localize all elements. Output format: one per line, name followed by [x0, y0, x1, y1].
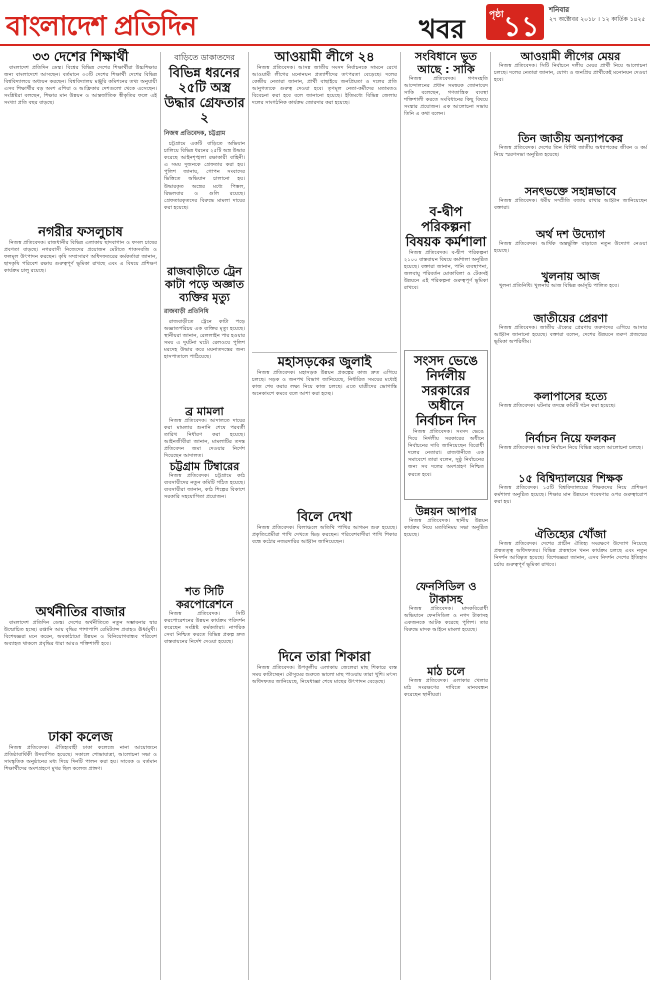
headline: শত সিটি করপোরেশনে	[176, 585, 233, 611]
headline: দিনে তারা শিকারা	[278, 650, 371, 665]
article-body: নিজস্ব প্রতিবেদক। মহাসড়ক উন্নয়ন প্রকল্পের কাজ দ্রুত এগিয়ে চলছে। সড়ক ও জনপথ বিভাগ জানিয়েছে, নির্ধারিত সময়ের মধ্যেই কাজ শেষ করার লক্ষ্য নিয়ে কাজ চলছে। এতে যাত্রীদের ভোগান্তি অনেকাংশে কমবে বলে আশা করা হচ্ছে।	[252, 370, 397, 398]
headline: ঢাকা কলেজ	[48, 730, 113, 745]
byline: রাজবাড়ী প্রতিনিধি	[164, 308, 209, 315]
article-harmony	[494, 185, 647, 225]
headline: চট্টগ্রাম টিম্বারের	[169, 460, 240, 473]
article-train-accident	[164, 265, 245, 395]
headline: উন্নয়ন আপার	[415, 505, 477, 518]
article-body: বাংলাদেশ প্রতিদিন ডেস্ক। দেশের অর্থনীতিতে নতুন সম্ভাবনার দ্বার উন্মোচিত হচ্ছে। রপ্তানি আয় বৃদ্ধির পাশাপাশি রেমিট্যান্স প্রবাহও ঊর্ধ্বমুখী। বিশেষজ্ঞরা মনে করেন, অবকাঠামো উন্নয়ন ও বিনিয়োগবান্ধব পরিবেশ অব্যাহত থাকলে প্রবৃদ্ধির ধারা আরও শক্তিশালী হবে।	[4, 620, 157, 648]
kicker: বাড়িতে ডাকাতদের	[174, 53, 235, 62]
article-finance	[494, 228, 647, 266]
article-body: নিজস্ব প্রতিবেদক। চট্টগ্রামে কাঠ ব্যবসায়ীদের নতুন কমিটি গঠিত হয়েছে। ব্যবসায়ীরা জানান, কাঠ শিল্পের বিকাশে সরকারি সহযোগিতা প্রয়োজন।	[164, 473, 245, 501]
article-inspiration	[494, 312, 647, 387]
article-khulna	[494, 270, 647, 308]
issue-day: শনিবার	[549, 6, 570, 14]
article-economy	[4, 605, 157, 715]
article-body: নিজস্ব প্রতিবেদক। ১৫টি বিশ্ববিদ্যালয়ের শিক্ষকদের নিয়ে প্রশিক্ষণ কর্মশালা অনুষ্ঠিত হয়েছে। শিক্ষার মান উন্নয়নে গবেষণার ওপর গুরুত্বারোপ করা হয়।	[494, 485, 647, 506]
headline: জাতীয়ের প্রেরণা	[533, 312, 608, 325]
article-highway	[252, 355, 397, 505]
headline: ৩৩ দেশের শিক্ষার্থী	[32, 50, 129, 65]
page-number: ১১	[503, 10, 540, 43]
article-body: নিজস্ব প্রতিবেদক। আদালতে দায়ের করা মামলার শুনানি শেষে পরবর্তী তারিখ নির্ধারণ করা হয়েছে। আইনজীবীরা জানান, মামলাটির তদন্ত প্রতিবেদন জমা দেওয়ার নির্দেশ দিয়েছেন আদালত।	[164, 418, 245, 460]
headline: মহাসড়কের জুলাই	[277, 355, 372, 370]
headline: কলাপাসের হত্যে	[534, 390, 607, 403]
article-body: নিজস্ব প্রতিবেদক। ধর্মীয় সম্প্রীতি বজায় রাখার আহ্বান জানিয়েছেন বক্তারা।	[494, 198, 647, 212]
article-timber	[164, 460, 245, 580]
article-body: নিজস্ব প্রতিবেদক। মাদকবিরোধী অভিযানে ফেনসিডিল ও নগদ টাকাসহ একজনকে আটক করেছে পুলিশ। তার বিরুদ্ধে মাদক আইনে মামলা হয়েছে।	[404, 606, 488, 634]
article-body: নিজস্ব প্রতিবেদক। সিটি নির্বাচনে দলীয় মেয়র প্রার্থী নিয়ে আলোচনা চলছে। দলের নেতারা জানান, যোগ্য ও জনপ্রিয় প্রার্থীকেই মনোনয়ন দেওয়া হবে।	[494, 63, 647, 84]
article-body: নিজস্ব প্রতিবেদক। ব-দ্বীপ পরিকল্পনা ২১০০ বাস্তবায়ন বিষয়ে কর্মশালা অনুষ্ঠিত হয়েছে। বক্তারা জানান, পানি ব্যবস্থাপনা, জলবায়ু পরিবর্তন মোকাবিলা ও টেকসই উন্নয়নে এই পরিকল্পনা গুরুত্বপূর্ণ ভূমিকা রাখবে।	[404, 250, 488, 292]
article-body: নিজস্ব প্রতিবেদক। আর্থিক অন্তর্ভুক্তি বাড়াতে নতুন উদ্যোগ নেওয়া হয়েছে।	[494, 241, 647, 255]
article-body: খুলনা প্রতিনিধি। খুলনায় আজ বিভিন্ন কর্মসূচি পালিত হবে।	[499, 283, 619, 289]
headline: ঐতিহ্যের খোঁজা	[534, 528, 607, 541]
article-body: চট্টগ্রামে একটি বাড়িতে অভিযান চালিয়ে বিভিন্ন ধরনের ২৫টি অস্ত্র উদ্ধার করেছে আইনশৃঙ্খলা রক্ষাকারী বাহিনী। এ সময় দুজনকে গ্রেফতার করা হয়। পুলিশ জানায়, গোপন সংবাদের ভিত্তিতে অভিযান চালানো হয়। উদ্ধারকৃত অস্ত্রের মধ্যে পিস্তল, রিভলবার ও গুলি রয়েছে। গ্রেফতারকৃতদের বিরুদ্ধে মামলা দায়ের করা হয়েছে।	[164, 141, 245, 211]
article-body: রাজবাড়ীতে ট্রেনে কাটা পড়ে অজ্ঞাতপরিচয় এক ব্যক্তির মৃত্যু হয়েছে। স্থানীয়রা জানান, রেললাইন পার হওয়ার সময় এ দুর্ঘটনা ঘটে। রেলওয়ে পুলিশ মরদেহ উদ্ধার করে ময়নাতদন্তের জন্য হাসপাতালে পাঠিয়েছে।	[164, 319, 245, 361]
issue-date	[549, 6, 647, 24]
article-arms-recovery	[164, 52, 245, 262]
article-body: বাংলাদেশ প্রতিদিন ডেস্ক। বিশ্বের বিভিন্ন দেশের শিক্ষার্থীরা উচ্চশিক্ষার জন্য বাংলাদেশে আসছেন। বর্তমানে ৩৩টি দেশের শিক্ষার্থী দেশের বিভিন্ন বিশ্ববিদ্যালয়ে অধ্যয়ন করছেন। বিশ্ববিদ্যালয় মঞ্জুরি কমিশনের তথ্য অনুযায়ী এসব শিক্ষার্থীর বড় অংশ এশিয়া ও আফ্রিকার দেশগুলো থেকে এসেছেন। সংশ্লিষ্টরা বলছেন, শিক্ষার মান উন্নয়ন ও আন্তর্জাতিক স্বীকৃতির ফলে এই সংখ্যা প্রতি বছর বাড়ছে।	[4, 65, 157, 107]
article-body: নিজস্ব প্রতিবেদক। ঐতিহ্যবাহী ঢাকা কলেজে নানা আয়োজনে প্রতিষ্ঠাবার্ষিকী উদযাপিত হয়েছে। সকালে শোভাযাত্রা, আলোচনা সভা ও সাংস্কৃতিক অনুষ্ঠানের মধ্য দিয়ে দিনটি পালন করা হয়। সাবেক ও বর্তমান শিক্ষার্থীদের অংশগ্রহণে মুখর ছিল কলেজ প্রাঙ্গণ।	[4, 745, 157, 773]
headline: আওয়ামী লীগের মেয়র	[520, 50, 621, 63]
article-phensedyl	[404, 580, 488, 660]
article-body: নিজস্ব প্রতিবেদক। রাজধানীর বিভিন্ন এলাকায় ছাদবাগান ও ফসল চাষের প্রবণতা বাড়ছে। নগরবাসী নিজেদের প্রয়োজন মেটাতে শাকসবজি ও ফলমূল উৎপাদন করছেন। কৃষি সম্প্রসারণ অধিদফতরের কর্মকর্তারা জানান, ছাদকৃষি পরিবেশ রক্ষায় গুরুত্বপূর্ণ ভূমিকা রাখছে এবং এ বিষয়ে প্রশিক্ষণ কার্যক্রম চালু রয়েছে।	[4, 240, 157, 275]
headline: তিন জাতীয় অন্যাপকের	[518, 132, 623, 145]
article-case	[164, 405, 245, 460]
article-body: নিজস্ব প্রতিবেদক। উপকূলীয় এলাকায় জেলেরা মাছ শিকারে ব্যস্ত সময় কাটাচ্ছেন। মৌসুমের শুরুতে ভালো মাছ পাওয়ায় তারা খুশি। মৎস্য অধিদফতর জানিয়েছে, নিষেধাজ্ঞা শেষে মাছের উৎপাদন বেড়েছে।	[252, 665, 397, 686]
article-mayor	[494, 50, 647, 130]
page-number-badge	[486, 4, 544, 43]
article-body: নিজস্ব প্রতিবেদক। ঘটনার তদন্তে কমিটি গঠন করা হয়েছে।	[499, 403, 616, 409]
section-divider	[252, 352, 397, 353]
article-body: নিজস্ব প্রতিবেদক। এলাকার খেলার মাঠ সংরক্ষণের দাবিতে মানববন্ধন করেছেন স্থানীয়রা।	[404, 678, 488, 699]
newspaper-logo: বাংলাদেশ প্রতিদিন	[6, 11, 196, 42]
column-rule	[160, 52, 161, 980]
headline: রাজবাড়ীতে ট্রেন কাটা পড়ে অজ্ঞাত ব্যক্তির মৃত্যু	[165, 265, 244, 304]
headline: ১৫ বিশ্বিদ্যালয়ের শিক্ষক	[518, 472, 623, 485]
article-election	[494, 432, 647, 470]
headline: অর্থনীতির বাজার	[35, 605, 126, 620]
column-rule	[490, 52, 491, 980]
article-wetland	[252, 510, 397, 640]
headline: অর্থ দশ উদ্যোগ	[536, 228, 605, 241]
headline: বিভিন্ন ধরনের ২৫টি অস্ত্র উদ্ধার গ্রেফতার ২	[164, 66, 245, 126]
column-rule	[248, 52, 249, 980]
headline: ব্র মামলা	[185, 405, 224, 418]
masthead	[0, 0, 650, 46]
article-heritage	[494, 528, 647, 980]
headline: মাঠ চলে	[427, 665, 465, 678]
headline: নির্বাচন নিয়ে ফলকন	[525, 432, 616, 445]
headline: বিলে দেখা	[297, 510, 352, 525]
article-university-teachers	[494, 472, 647, 522]
article-dhaka-college	[4, 730, 157, 980]
headline: সংসদ ভেঙে নির্দলীয় সরকারের অধীনে নির্বাচন দিন	[414, 354, 478, 429]
article-saki	[404, 50, 488, 200]
article-city-corporation	[164, 585, 245, 980]
article-body: নিজস্ব প্রতিবেদক। আসন্ন জাতীয় সংসদ নির্বাচনকে সামনে রেখে আওয়ামী লীগের মনোনয়ন প্রত্যাশীদের তৎপরতা বেড়েছে। দলের কেন্দ্রীয় নেতারা জানান, প্রার্থী বাছাইয়ে জনপ্রিয়তা ও দলের প্রতি আনুগত্যকে গুরুত্ব দেওয়া হবে। তৃণমূল নেতা-কর্মীদের মতামতও বিবেচনা করা হবে বলে জানানো হয়েছে। ইতিমধ্যে বিভিন্ন জেলায় দলের সাংগঠনিক কার্যক্রম জোরদার করা হয়েছে।	[252, 65, 397, 107]
article-body: নিজস্ব প্রতিবেদক। বিলাঞ্চলে অতিথি পাখির আগমন শুরু হয়েছে। প্রকৃতিপ্রেমীরা পাখি দেখতে ভিড় করছেন। পরিবেশবাদীরা পাখি শিকার বন্ধে কঠোর নজরদারির আহ্বান জানিয়েছেন।	[252, 525, 397, 546]
article-investigation	[494, 390, 647, 430]
article-body: নিজস্ব প্রতিবেদক। দেশের তিন বিশিষ্ট জাতীয় অধ্যাপকের জীবন ও কর্ম নিয়ে স্মরণসভা অনুষ্ঠিত হয়েছে।	[494, 145, 647, 159]
article-awami-league	[252, 50, 397, 350]
article-body: নিজস্ব প্রতিবেদক। জাতীয় ঐক্যের প্রেরণায় তরুণদের এগিয়ে আসার আহ্বান জানানো হয়েছে। বক্তারা বলেন, দেশের উন্নয়নে তরুণ প্রজন্মের ভূমিকা অপরিসীম।	[494, 325, 647, 346]
article-fishing	[252, 650, 397, 980]
headline: ব-দ্বীপ পরিকল্পনা বিষয়ক কর্মশালা	[405, 205, 487, 250]
issue-date-text: ২৭ অক্টোবর ২০১৮ । ১২ কার্তিক ১৪২৫	[549, 16, 646, 23]
headline: সনৎভক্তে সহান্নভাবে	[524, 185, 617, 198]
article-body: নিজস্ব প্রতিবেদক। গণসংহতি আন্দোলনের প্রধান সমন্বয়ক জোনায়েদ সাকি বলেছেন, গণতান্ত্রিক ব্যবস্থা শক্তিশালী করতে সংবিধানের কিছু বিষয়ে সংস্কার প্রয়োজন। এক আলোচনা সভায় তিনি এ কথা বলেন।	[404, 76, 488, 118]
article-national-professors	[494, 132, 647, 182]
article-body: নিজস্ব প্রতিবেদক। সংসদ ভেঙে দিয়ে নির্দলীয় সরকারের অধীনে নির্বাচনের দাবি জানিয়েছেন বিরোধী দলের নেতারা। রাজধানীতে এক সমাবেশে তারা বলেন, সুষ্ঠু নির্বাচনের জন্য সব দলের অংশগ্রহণ নিশ্চিত করতে হবে।	[408, 429, 484, 478]
headline: ফেনসিডিল ও টাকাসহ	[415, 580, 477, 606]
article-body: নিজস্ব প্রতিবেদক। স্থানীয় উন্নয়ন কার্যক্রম নিয়ে মতবিনিময় সভা অনুষ্ঠিত হয়েছে।	[404, 518, 488, 539]
article-playground	[404, 665, 488, 980]
article-nonparty-govt	[404, 350, 488, 500]
headline: সংবিধানে ভুত আছে : সাকি	[415, 50, 477, 76]
page-label: পৃষ্ঠা	[489, 10, 504, 20]
article-delta-plan	[404, 205, 488, 345]
article-body: নিজস্ব প্রতিবেদক। সিটি করপোরেশনের উন্নয়ন কার্যক্রম পরিদর্শন করেছেন সংশ্লিষ্ট কর্মকর্তারা। নাগরিক সেবা নিশ্চিত করতে বিভিন্ন প্রকল্প দ্রুত বাস্তবায়নের নির্দেশ দেওয়া হয়েছে।	[164, 611, 245, 646]
article-urban-farming	[4, 225, 157, 475]
article-foreign-students	[4, 50, 157, 222]
column-rule	[400, 52, 401, 980]
article-body: নিজস্ব প্রতিবেদক। দেশের প্রাচীন ঐতিহ্য সংরক্ষণে উদ্যোগ নিয়েছে প্রত্নতত্ত্ব অধিদফতর। বিভিন্ন প্রত্নস্থানে খনন কার্যক্রম চলছে এবং নতুন নিদর্শন আবিষ্কৃত হয়েছে। বিশেষজ্ঞরা জানান, এসব নিদর্শন দেশের ইতিহাস চর্চায় গুরুত্বপূর্ণ ভূমিকা রাখবে।	[494, 541, 647, 569]
section-title: খবর	[419, 15, 465, 45]
byline: নিজস্ব প্রতিবেদক, চট্টগ্রাম	[164, 130, 226, 137]
headline: নগরীর ফসলুচাষ	[38, 225, 123, 240]
article-development	[404, 505, 488, 575]
article-body: নিজস্ব প্রতিবেদক। আসন্ন নির্বাচন নিয়ে বিভিন্ন মহলে আলোচনা চলছে।	[499, 445, 643, 451]
headline: খুলনায় আজ	[541, 270, 600, 283]
headline: আওয়ামী লীগে ২৪	[274, 50, 375, 65]
